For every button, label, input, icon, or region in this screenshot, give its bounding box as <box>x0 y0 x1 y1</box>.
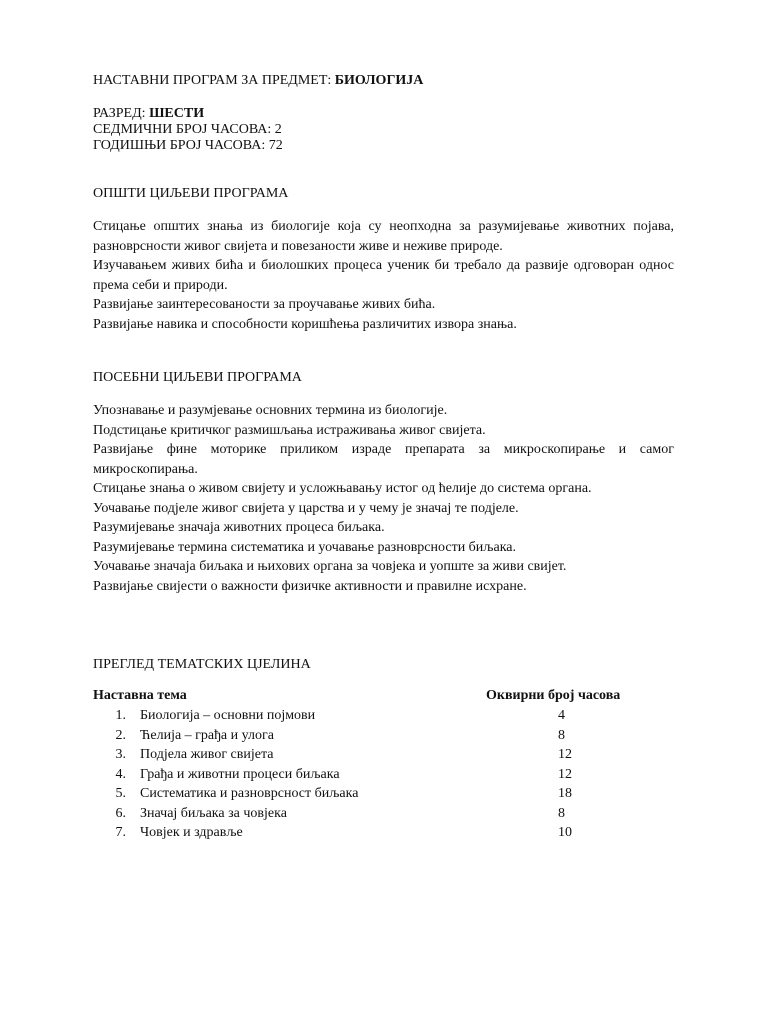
topic-hours: 12 <box>558 766 572 782</box>
specific-goal-item: Разумијевање термина систематика и уочавање разноврсности биљака. <box>93 539 516 555</box>
program-info <box>93 106 674 154</box>
table-row <box>93 784 674 804</box>
topics-heading: ПРЕГЛЕД ТЕМАТСКИХ ЦЈЕЛИНА <box>93 657 311 672</box>
topic-column-header: Наставна тема <box>93 688 187 703</box>
topic-name: Биологија – основни појмови <box>140 708 316 723</box>
topic-name: Подјела живог свијета <box>140 747 274 762</box>
topic-number: 7. <box>115 825 126 840</box>
specific-goals-heading: ПОСЕБНИ ЦИЉЕВИ ПРОГРАМА <box>93 370 302 385</box>
specific-goal-item: Уочавање значаја биљака и њихових органа за човјека и уопште за живи свијет. <box>93 559 567 574</box>
topic-number: 4. <box>115 766 126 782</box>
table-row <box>93 804 674 824</box>
topics-table <box>93 686 674 843</box>
yearly-hours: ГОДИШЊИ БРОЈ ЧАСОВА: 72 <box>93 138 283 153</box>
topic-hours: 18 <box>558 786 572 801</box>
weekly-hours: СЕДМИЧНИ БРОЈ ЧАСОВА: 2 <box>93 122 282 137</box>
topic-hours: 12 <box>558 747 572 762</box>
specific-goal-item: Развијање свијести о важности физичке активности и правилне исхране. <box>93 578 527 594</box>
topic-number: 6. <box>115 805 126 821</box>
topics-table-header <box>93 686 674 706</box>
specific-goals-list <box>93 401 674 596</box>
table-row <box>93 726 674 746</box>
topic-name: Грађа и животни процеси биљака <box>140 766 340 782</box>
general-goal-item: Изучавањем живих бића и биолошких процеса ученик би требало да развије одговоран однос према себи и природи. <box>93 258 674 293</box>
topic-name: Значај биљака за човјека <box>140 805 287 821</box>
topic-name: Систематика и разноврсност биљака <box>140 786 359 801</box>
topic-name: Ћелија – грађа и улога <box>140 727 274 743</box>
program-subject: БИОЛОГИЈА <box>334 73 424 88</box>
table-row <box>93 745 674 765</box>
hours-column-header: Оквирни број часова <box>486 688 621 703</box>
specific-goal-item: Упознавање и разумјевање основних термина из биологије. <box>93 403 448 418</box>
specific-goal-item: Уочавање подјеле живог свијета у царства и у чему је значај те подјеле. <box>93 500 519 516</box>
topic-number: 5. <box>115 786 126 801</box>
topic-number: 1. <box>115 708 126 723</box>
general-goal-item: Развијање заинтересованости за проучавање живих бића. <box>93 297 436 312</box>
program-title <box>93 73 674 89</box>
general-goal-item: Стицање општих знања из биологије која су неопходна за разумијевање животних појава, разноврсности живог свијета и повезаности живе и неживе природе. <box>93 219 674 254</box>
topic-name: Човјек и здравље <box>140 825 243 840</box>
topic-hours: 10 <box>558 825 572 840</box>
grade-label: РАЗРЕД: <box>93 106 150 121</box>
general-goal-item: Развијање навика и способности коришћења различитих извора знања. <box>93 316 517 332</box>
general-goals-list <box>93 217 674 334</box>
topic-hours: 8 <box>558 727 565 743</box>
program-label: НАСТАВНИ ПРОГРАМ ЗА ПРЕДМЕТ: <box>93 73 335 88</box>
specific-goal-item: Разумијевање значаја животних процеса биљака. <box>93 520 385 535</box>
general-goals-heading: ОПШТИ ЦИЉЕВИ ПРОГРАМА <box>93 186 289 201</box>
specific-goal-item: Подстицање критичког размишљања истраживања живог свијета. <box>93 422 486 438</box>
specific-goal-item: Стицање знања о живом свијету и усложњавању истог од ћелије до система органа. <box>93 481 592 496</box>
specific-goal-item: Развијање фине моторике приликом израде препарата за микроскопирање и самог микроскопирања. <box>93 442 674 477</box>
table-row <box>93 765 674 785</box>
grade-value: ШЕСТИ <box>149 106 205 121</box>
topic-number: 2. <box>115 727 126 743</box>
topic-hours: 8 <box>558 805 565 821</box>
topic-number: 3. <box>115 747 126 762</box>
table-row <box>93 706 674 726</box>
table-row <box>93 823 674 843</box>
topic-hours: 4 <box>558 708 565 723</box>
